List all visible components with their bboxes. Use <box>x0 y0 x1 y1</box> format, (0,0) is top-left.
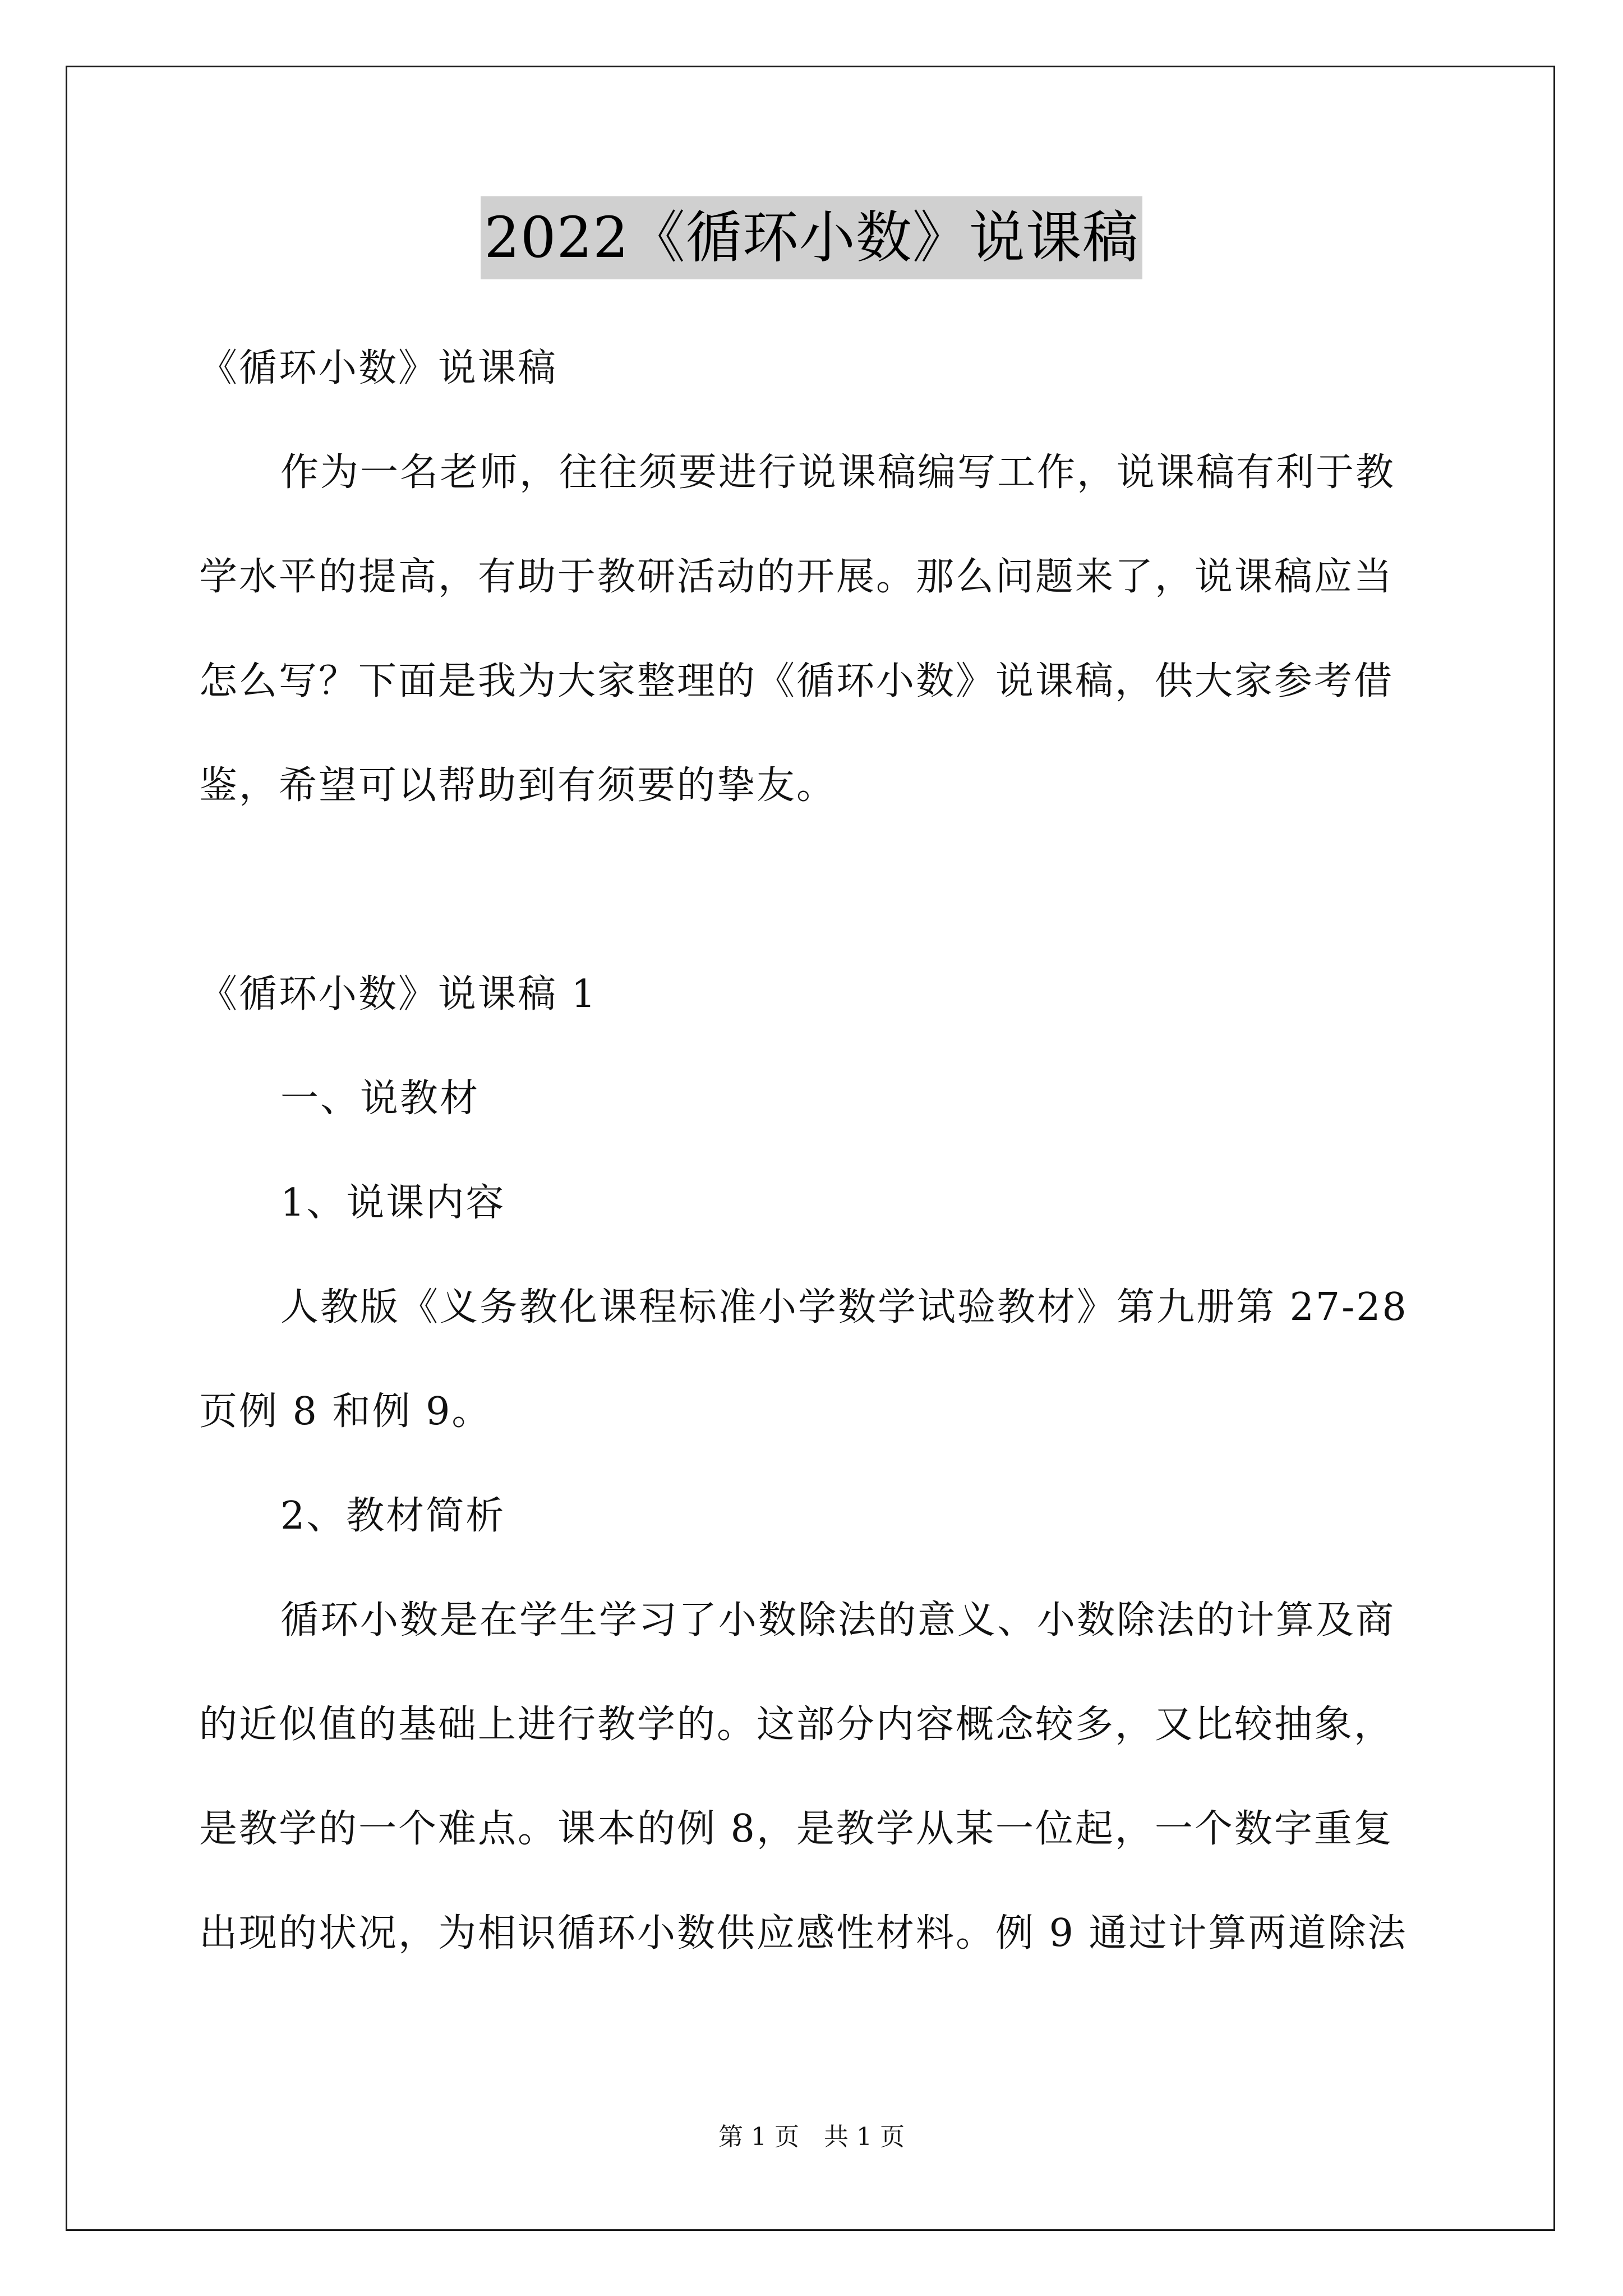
intro-paragraph <box>199 447 1424 812</box>
intro-line: 鉴，希望可以帮助到有须要的挚友。 <box>199 763 837 808</box>
analysis-paragraph <box>199 1594 1424 1959</box>
heading-lesson-content: 1、说课内容 <box>280 1181 506 1225</box>
analysis-line: 循环小数是在学生学习了小数除法的意义、小数除法的计算及商 <box>280 1598 1396 1642</box>
content-line: 页例 8 和例 9。 <box>199 1389 492 1434</box>
content-paragraph <box>199 1281 1424 1438</box>
section-title: 《循环小数》说课稿 1 <box>199 972 597 1016</box>
page-number-label: 第 1 页 共 1 页 <box>718 2123 905 2151</box>
analysis-line: 出现的状况，为相识循环小数供应感性材料。例 9 通过计算两道除法 <box>199 1911 1408 1955</box>
content-line: 人教版《义务教化课程标准小学数学试验教材》第九册第 27-28 <box>280 1285 1408 1329</box>
intro-line: 学水平的提高，有助于教研活动的开展。那么问题来了，说课稿应当 <box>199 555 1394 599</box>
document-title: 2022《循环小数》说课稿 <box>481 196 1142 279</box>
heading-say-textbook: 一、说教材 <box>280 1076 480 1121</box>
intro-line: 怎么写？下面是我为大家整理的《循环小数》说课稿，供大家参考借 <box>199 659 1394 703</box>
intro-line: 作为一名老师，往往须要进行说课稿编写工作，说课稿有利于教 <box>280 450 1396 495</box>
title-block <box>0 196 1623 279</box>
document-body <box>199 342 1424 1959</box>
document-subtitle: 《循环小数》说课稿 <box>199 346 558 390</box>
analysis-line: 是教学的一个难点。课本的例 8，是教学从某一位起，一个数字重复 <box>199 1807 1394 1851</box>
analysis-line: 的近似值的基础上进行教学的。这部分内容概念较多，又比较抽象， <box>199 1703 1394 1747</box>
page-footer <box>0 2120 1623 2154</box>
heading-textbook-analysis: 2、教材简析 <box>280 1494 506 1538</box>
